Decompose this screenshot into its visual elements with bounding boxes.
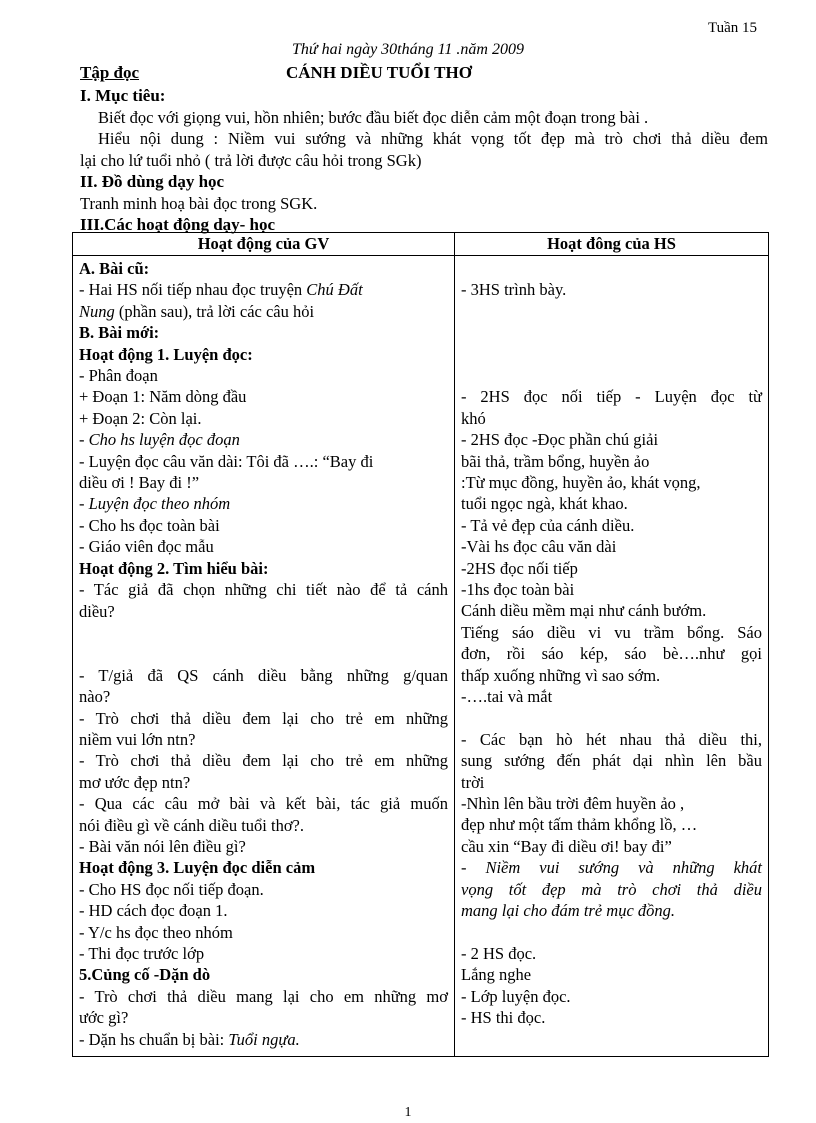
question-line: - Trò chơi thả diều đem lại cho trẻ em những [79, 751, 448, 771]
section-a-heading: A. Bài cũ: [79, 259, 150, 278]
activity-1-heading: Hoạt động 1. Luyện đọc: [79, 344, 253, 364]
student-line: khó [461, 408, 486, 428]
student-line: -2HS đọc nối tiếp [461, 558, 578, 578]
teacher-line: diều ơi ! Bay đi !” [79, 473, 200, 493]
student-line: - 3HS trình bày. [461, 280, 567, 300]
question-line: nói điều gì về cánh diều tuổi thơ?. [79, 815, 305, 835]
materials-text: Tranh minh hoạ bài đọc trong SGK. [80, 193, 318, 213]
student-line: Lắng nghe [461, 965, 532, 985]
question-line: nào? [79, 687, 111, 707]
teacher-line: - Cho hs luyện đọc đoạn [79, 430, 240, 450]
teacher-line: - Luyện đọc câu văn dài: Tôi đã ….: “Bay đi [79, 451, 374, 471]
student-line: trời [461, 772, 485, 792]
objective-line-2a: Hiểu nội dung : Niềm vui sướng và những khát vọng tốt đẹp mà trò chơi thả diều đem [98, 129, 768, 148]
activities-heading: III.Các hoạt động dạy- học [80, 215, 276, 234]
student-line: đẹp như một tấm thảm khổng lồ, … [461, 815, 698, 835]
objective-line-1: Biết đọc với giọng vui, hồn nhiên; bước đầu biết đọc diễn cảm một đoạn trong bài . [98, 107, 649, 127]
question-line: - Bài văn nói lên điều gì? [79, 836, 246, 856]
student-line: -….tai và mắt [461, 687, 553, 707]
spacer [461, 258, 762, 279]
teacher-line: - Cho HS đọc nối tiếp đoạn. [79, 879, 264, 899]
student-line: - Các bạn hò hét nhau thả diều thi, [461, 729, 762, 749]
student-line: :Từ mục đồng, huyền ảo, khát vọng, [461, 472, 701, 492]
week-label: Tuần 15 [708, 20, 758, 36]
activities-table [72, 232, 769, 1057]
spacer [461, 365, 762, 386]
question-line: - Trò chơi thả diều đem lại cho trẻ em những [79, 708, 448, 728]
teacher-line: - Hai HS nối tiếp nhau đọc truyện Chú Đất [79, 280, 363, 300]
teacher-line: - Dặn hs chuẩn bị bài: Tuổi ngựa. [79, 1029, 300, 1049]
teacher-line: Nung (phần sau), trả lời các câu hỏi [79, 301, 315, 321]
spacer [461, 707, 762, 728]
page-number: 1 [404, 1105, 412, 1120]
student-line: Cánh diều mềm mại như cánh bướm. [461, 601, 707, 621]
student-line: cầu xin “Bay đi diều ơi! bay đi” [461, 836, 672, 856]
lesson-title: CÁNH DIỀU TUỔI THƠ [286, 63, 472, 82]
spacer [461, 301, 762, 322]
spacer [461, 344, 762, 365]
student-line: tuổi ngọc ngà, khát khao. [461, 494, 628, 514]
student-line: mang lại cho đám trẻ mục đồng. [461, 901, 676, 921]
teacher-line: - Luyện đọc theo nhóm [79, 494, 231, 514]
student-line: Tiếng sáo diều vi vu trầm bổng. Sáo [461, 622, 762, 642]
student-line: - Niềm vui sướng và những khát [461, 858, 762, 878]
teacher-line: - Thi đọc trước lớp [79, 943, 205, 963]
teacher-line: + Đoạn 2: Còn lại. [79, 408, 202, 428]
activity-3-heading: Hoạt động 3. Luyện đọc diễn cảm [79, 858, 316, 878]
spacer [461, 322, 762, 343]
student-line: đơn, rồi sáo kép, sáo bè….như gọi [461, 644, 762, 664]
teacher-activities-cell [73, 256, 455, 1057]
teacher-line: - HD cách đọc đoạn 1. [79, 901, 228, 921]
question-line: niềm vui lớn ntn? [79, 729, 196, 749]
teacher-line: - Cho hs đọc toàn bài [79, 515, 220, 535]
student-line: - Tả vẻ đẹp của cánh diều. [461, 515, 635, 535]
teacher-line: - Phân đoạn [79, 366, 158, 386]
objective-line-2b: lại cho lứ tuổi nhỏ ( trả lời được câu hỏi trong SGk) [80, 150, 422, 170]
section-5-heading: 5.Củng cố -Dặn dò [79, 965, 211, 985]
activity-2-heading: Hoạt động 2. Tìm hiểu bài: [79, 558, 269, 578]
student-line: -Vài hs đọc câu văn dài [461, 537, 617, 557]
teacher-line: - Trò chơi thả diều mang lại cho em những mơ [79, 986, 448, 1006]
student-activities-cell [455, 256, 769, 1057]
teacher-line: ước gì? [79, 1008, 129, 1028]
student-line: -1hs đọc toàn bài [461, 580, 575, 600]
section-b-heading: B. Bài mới: [79, 323, 160, 343]
subject-label: Tập đọc [80, 63, 140, 82]
student-line: - 2 HS đọc. [461, 943, 537, 963]
objectives-heading: I. Mục tiêu: [80, 86, 166, 105]
materials-heading: II. Đồ dùng dạy học [80, 172, 225, 191]
teacher-line: - Giáo viên đọc mẫu [79, 537, 214, 557]
question-line: - T/giả đã QS cánh diều bằng những g/quan [79, 665, 448, 685]
teacher-line: + Đoạn 1: Năm dòng đầu [79, 387, 247, 407]
student-line: -Nhìn lên bầu trời đêm huyền ảo , [461, 794, 685, 814]
question-line: diều? [79, 601, 115, 621]
student-line: - Lớp luyện đọc. [461, 986, 571, 1006]
question-line: mơ ước đẹp ntn? [79, 772, 191, 792]
lesson-date: Thứ hai ngày 30tháng 11 .năm 2009 [292, 41, 524, 58]
spacer [79, 643, 448, 664]
spacer [461, 922, 762, 943]
student-line: thấp xuống những vì sao sớm. [461, 665, 661, 685]
student-line: - HS thi đọc. [461, 1008, 546, 1028]
teacher-line: - Y/c hs đọc theo nhóm [79, 922, 233, 942]
student-line: vọng tốt đẹp mà trò chơi thả diều [461, 879, 762, 899]
spacer [79, 622, 448, 643]
student-line: sung sướng đến phát dại nhìn lên bầu [461, 751, 762, 771]
lesson-intro [80, 85, 768, 236]
question-line: - Tác giả đã chọn những chi tiết nào để tả cánh [79, 580, 448, 600]
student-line: bãi thả, trầm bổng, huyền ảo [461, 451, 650, 471]
question-line: - Qua các câu mở bài và kết bài, tác giả muốn [79, 794, 448, 814]
student-line: - 2HS đọc nối tiếp - Luyện đọc từ [461, 387, 762, 407]
column-header-teacher: Hoạt động của GV [73, 233, 455, 256]
column-header-student: Hoạt đông của HS [455, 233, 769, 256]
student-line: - 2HS đọc -Đọc phần chú giải [461, 430, 659, 450]
